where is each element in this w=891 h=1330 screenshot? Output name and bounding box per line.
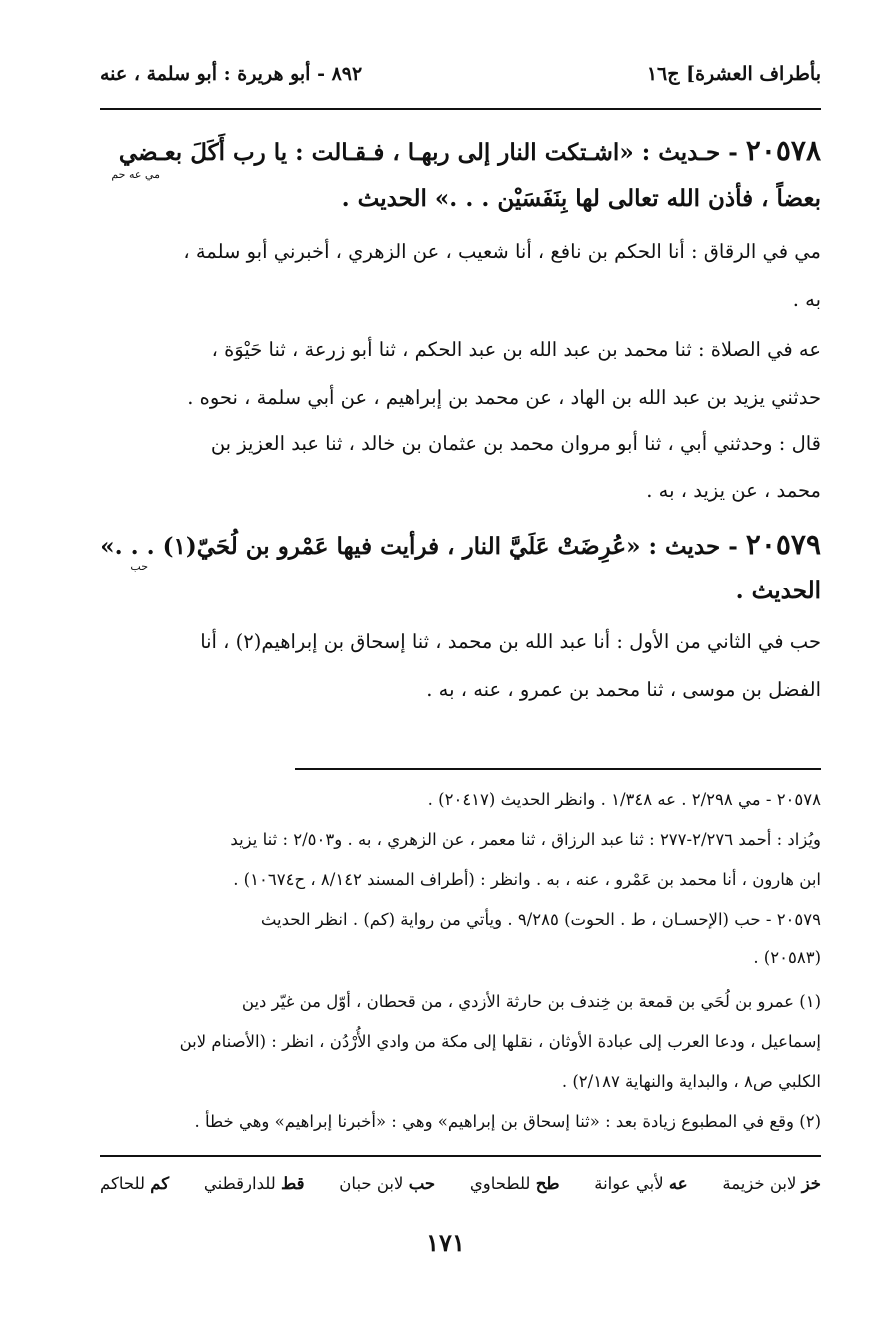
abbreviation-item: حب لابن حبان bbox=[339, 1173, 436, 1193]
abbreviation-item: خز لابن خزيمة bbox=[722, 1173, 821, 1193]
margin-source-note: حب bbox=[130, 560, 148, 573]
margin-source-note: مي عه حم bbox=[111, 168, 160, 181]
footnote-line: الكلبي ص٨ ، والبداية والنهاية ٢/١٨٧) . bbox=[561, 1072, 821, 1091]
text-line: مي في الرقاق : أنا الحكم بن نافع ، أنا شعيب ، عن الزهري ، أخبرني أبو سلمة ، bbox=[183, 240, 821, 263]
abbreviation-item: عه لأبي عوانة bbox=[594, 1173, 688, 1193]
footnote-line: (١) عمرو بن لُحَي بن قمعة بن خِندف بن حارثة الأزدي ، من قحطان ، أوّل من غيّر دين bbox=[241, 992, 821, 1011]
header-section-title: ٨٩٢ - أبو هريرة : أبو سلمة ، عنه bbox=[100, 63, 363, 85]
text-line: به . bbox=[792, 288, 821, 311]
entry-20578-title-line-2: بعضاً ، فأذن الله تعالى لها بِنَفَسَيْن . . .» الحديث . bbox=[341, 185, 821, 212]
entry-20579-title-line-2: الحديث . bbox=[735, 577, 821, 604]
text-line: عه في الصلاة : ثنا محمد بن عبد الله بن عبد الحكم ، ثنا أبو زرعة ، ثنا حَيْوَة ، bbox=[211, 338, 821, 361]
abbreviation-item: طح للطحاوي bbox=[469, 1173, 560, 1193]
footnote-line: ٢٠٥٧٩ - حب (الإحسـان ، ط . الحوت) ٩/٢٨٥ . ويأتي من رواية (كم) . انظر الحديث bbox=[260, 910, 821, 929]
entry-title-text: - حديث : «عُرِضَتْ عَلَيَّ النار ، فرأيت فيها عَمْرو بن لُحَيّ(١) . . .» bbox=[100, 533, 738, 560]
entry-20578-title-line-1 bbox=[100, 136, 821, 167]
abbreviation-key bbox=[100, 1170, 821, 1196]
footnote-line: (٢) وقع في المطبوع زيادة بعد : «ثنا إسحاق بن إبراهيم» وهي : «أخبرنا إبراهيم» وهي خطأ . bbox=[194, 1112, 821, 1131]
header-divider bbox=[100, 108, 821, 110]
footnote-line: ابن هارون ، أنا محمد بن عَمْرو ، عنه ، به . وانظر : (أطراف المسند ٨/١٤٢ ، ح١٠٦٧٤) . bbox=[233, 870, 821, 889]
text-line: حدثني يزيد بن عبد الله بن الهاد ، عن محمد بن إبراهيم ، عن أبي سلمة ، نحوه . bbox=[187, 386, 821, 409]
footnote-line: ويُزاد : أحمد ٢/٢٧٦-٢٧٧ : ثنا عبد الرزاق ، ثنا معمر ، عن الزهري ، به . و٢/٥٠٣ : ثنا يزيد bbox=[230, 830, 821, 849]
abbreviations-divider bbox=[100, 1155, 821, 1157]
footnote-divider bbox=[295, 768, 821, 770]
entry-title-text: - حـديث : «اشـتكت النار إلى ربهـا ، فـقـالت : يا رب أَكَلَ بعـضي bbox=[118, 139, 738, 166]
text-line: حب في الثاني من الأول : أنا عبد الله بن محمد ، ثنا إسحاق بن إبراهيم(٢) ، أنا bbox=[200, 630, 821, 653]
entry-number: ٢٠٥٧٩ bbox=[745, 528, 821, 561]
entry-20579-title-line-1 bbox=[100, 530, 821, 561]
footnote-line: إسماعيل ، ودعا العرب إلى عبادة الأوثان ، نقلها إلى مكة من وادي الأُرْدُن ، انظر : (الأصنام لابن bbox=[179, 1032, 821, 1051]
footnote-line: ٢٠٥٧٨ - مي ٢/٢٩٨ . عه ١/٣٤٨ . وانظر الحديث (٢٠٤١٧) . bbox=[427, 790, 821, 809]
abbreviation-item: كم للحاكم bbox=[100, 1173, 170, 1193]
text-line: الفضل بن موسى ، ثنا محمد بن عمرو ، عنه ، به . bbox=[426, 678, 821, 701]
entry-number: ٢٠٥٧٨ bbox=[745, 134, 821, 167]
footnote-line: (٢٠٥٨٣) . bbox=[753, 948, 821, 967]
page-number: ١٧١ bbox=[426, 1228, 465, 1257]
text-line: محمد ، عن يزيد ، به . bbox=[646, 479, 821, 502]
running-header bbox=[100, 56, 821, 92]
header-book-title: بأطراف العشرة] ج١٦ bbox=[646, 63, 821, 85]
text-line: قال : وحدثني أبي ، ثنا أبو مروان محمد بن عثمان بن خالد ، ثنا عبد العزيز بن bbox=[210, 432, 821, 455]
abbreviation-item: قط للدارقطني bbox=[203, 1173, 305, 1193]
